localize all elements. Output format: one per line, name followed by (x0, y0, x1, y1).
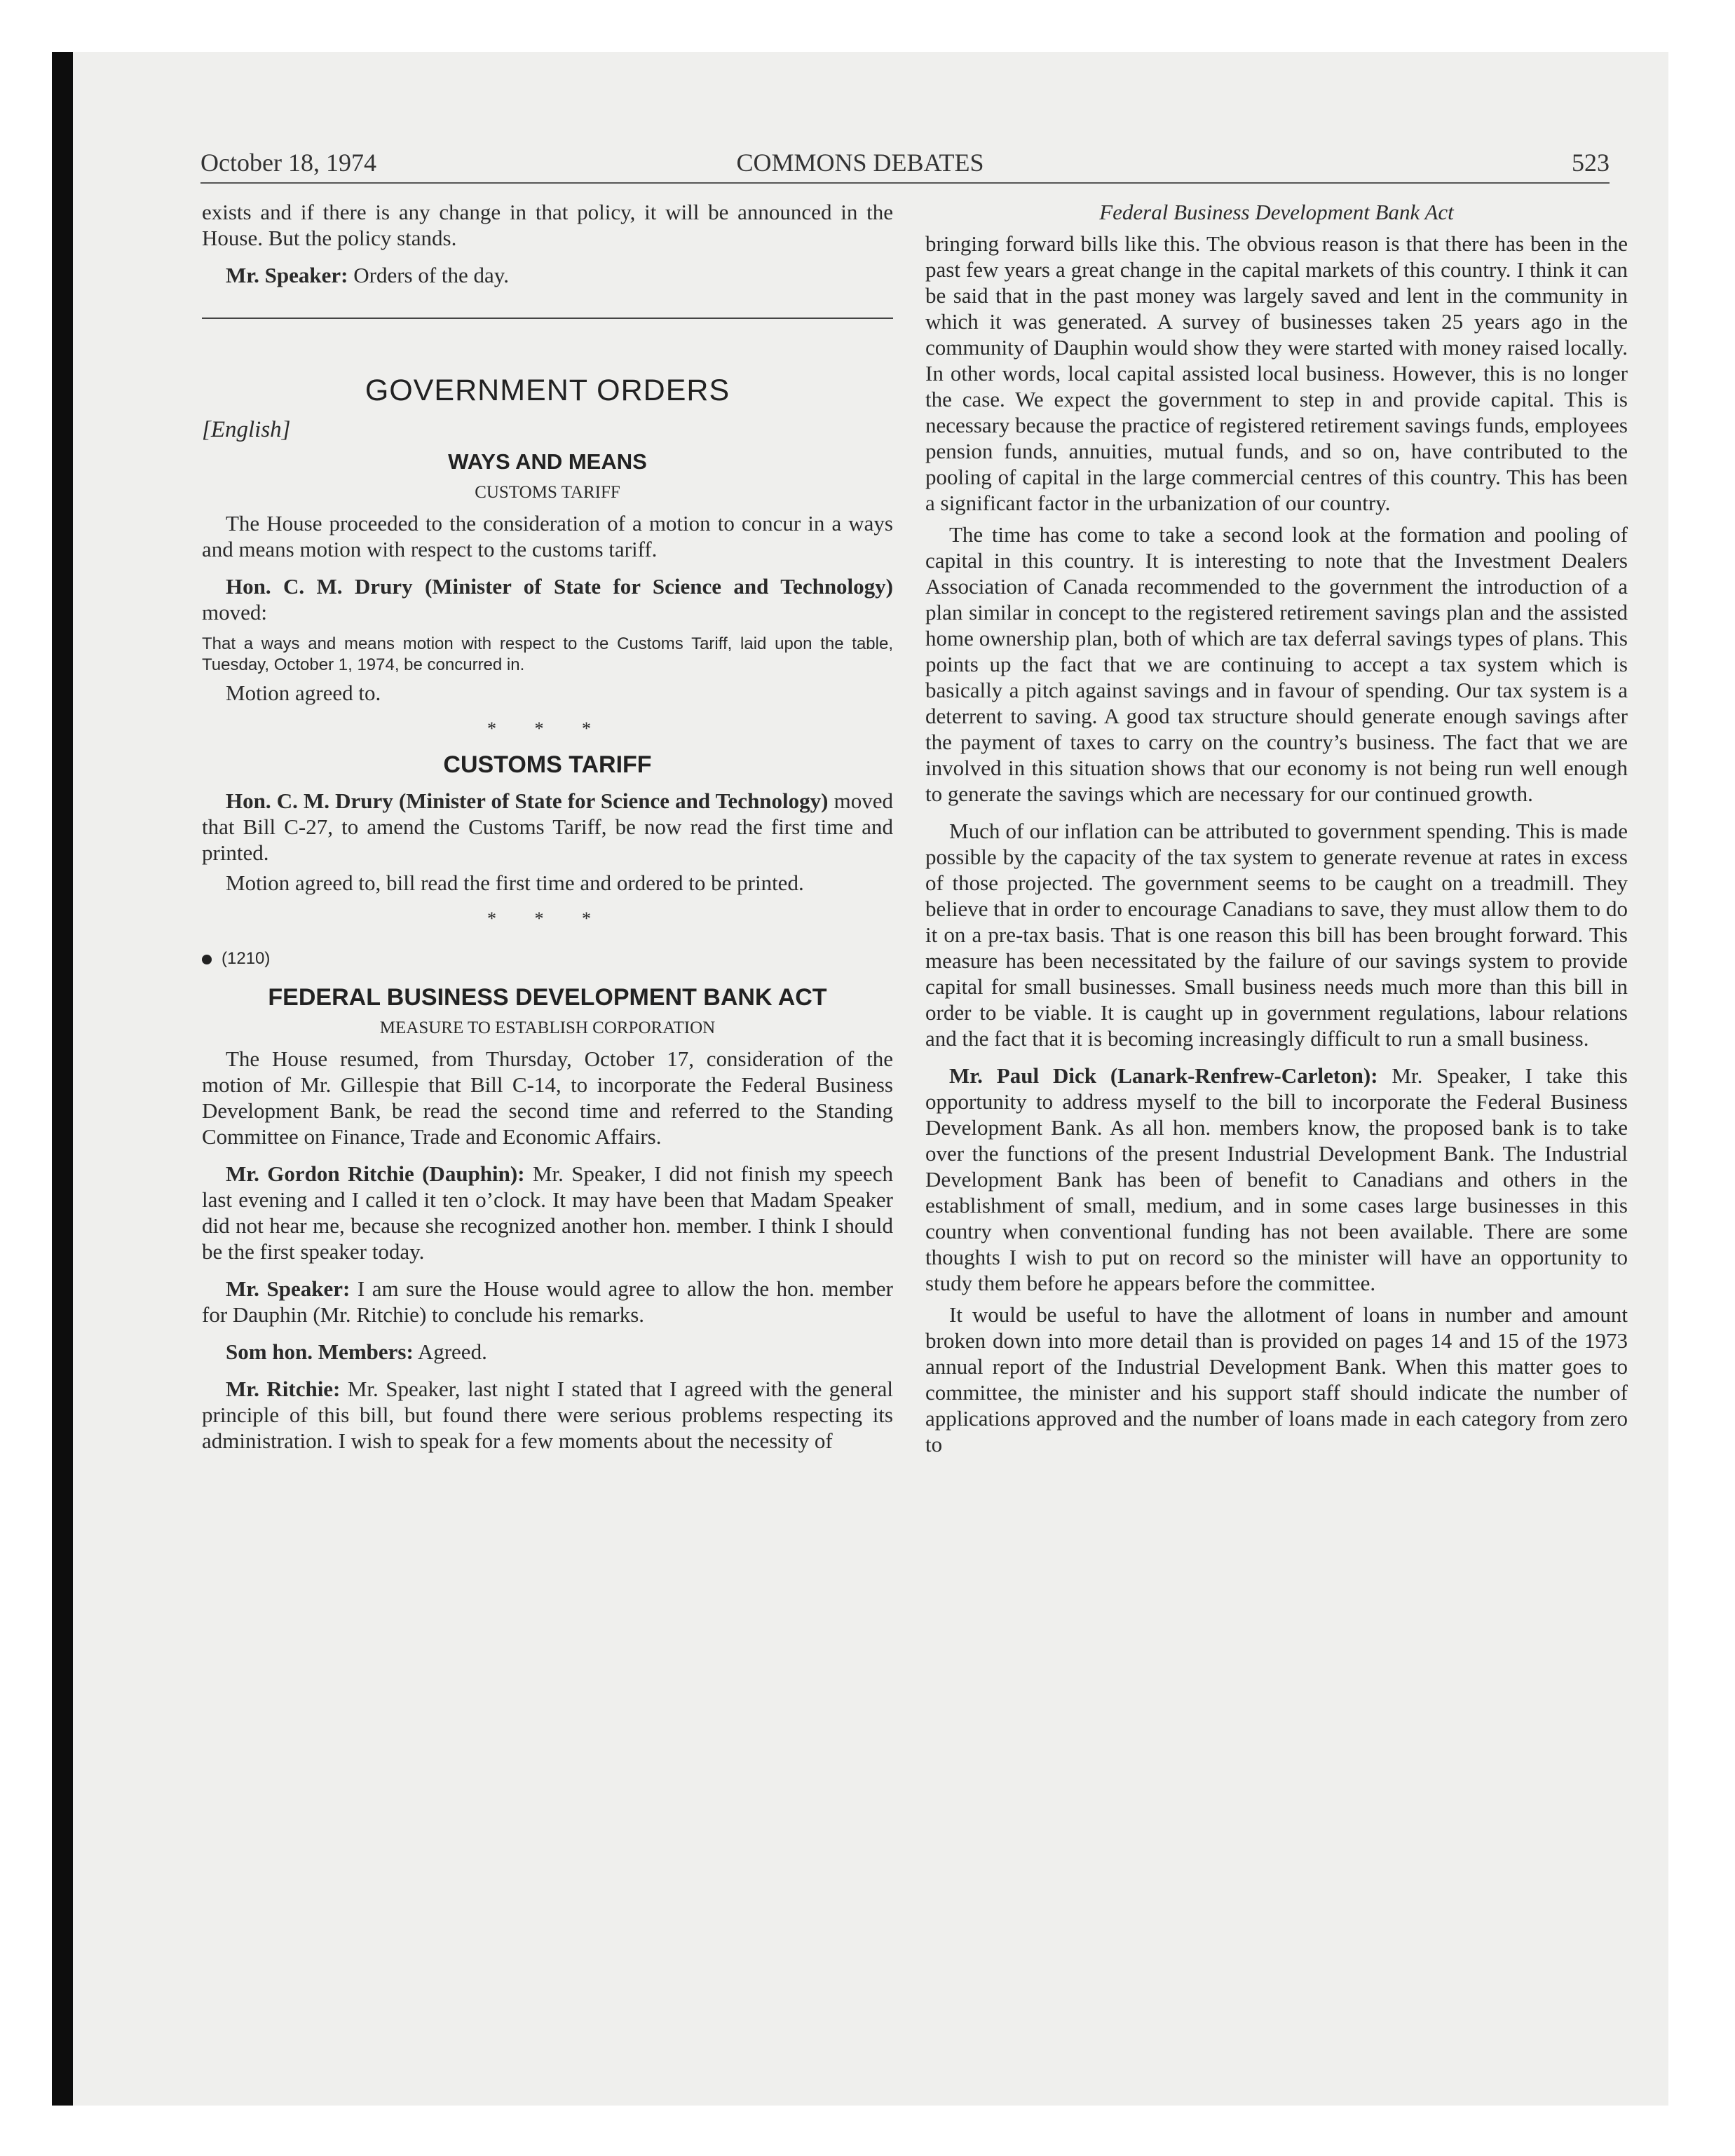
header-rule (200, 182, 1610, 184)
speaker-paragraph (202, 262, 893, 288)
subheading: CUSTOMS TARIFF (475, 483, 620, 502)
paragraph: The time has come to take a second look at the formation and pooling of capital in this country. It is interesting to note that the Investment Dealers Association of Canada recommended to the government the introduction of a plan similar in concept to the registered retirement savings plan and the assisted home ownership plan, both of which are tax deferral savings types of plans. This points up the fact that we are continuing to accept a tax system which is basically a pitch against savings and in favour of spending. Our tax system is a deterrent to saving. A good tax structure should generate enough savings after the payment of taxes to carry on the country’s business. The fact that we are involved in this situation shows that our economy is not being run well enough to generate the savings which are necessary for our continued growth. (925, 522, 1628, 806)
speaker-name: Mr. Ritchie: (226, 1377, 341, 1401)
speaker-paragraph (202, 1161, 893, 1264)
header-date: October 18, 1974 (200, 149, 376, 177)
speaker-paragraph (202, 1276, 893, 1328)
paragraph: Much of our inflation can be attributed to government spending. This is made possible by the capacity of the tax system to generate revenue at rates in excess of those projected. The government seems to be caught on a treadmill. They believe that in order to encourage Canadians to save, they must allow them to do it on a pre-tax basis. That is one reason this bill has been brought forward. This measure has been necessitated by the failure of our savings system to provide capital for small businesses. Small business needs much more than this bill in order to be viable. It is caught up in government regulations, labour relations and the fact that it is becoming increasingly difficult to run a small business. (925, 819, 1628, 1051)
scan-binding-edge (52, 52, 73, 2106)
speech-text: I am sure the House would agree to allow the hon. member for Dauphin (Mr. Ritchie) to conclude his remarks. (202, 1276, 894, 1327)
section-heading: GOVERNMENT ORDERS (365, 374, 730, 407)
speech-text: Agreed. (413, 1339, 487, 1364)
left-column (202, 199, 893, 1454)
subsection-heading: FEDERAL BUSINESS DEVELOPMENT BANK ACT (268, 984, 827, 1011)
running-head: Federal Business Development Bank Act (1099, 200, 1454, 224)
time-marker-text: (1210) (222, 949, 271, 968)
speaker-paragraph (202, 1376, 893, 1454)
motion-quote (202, 634, 893, 676)
speaker-name: Mr. Speaker: (226, 1276, 351, 1301)
section-divider (202, 318, 893, 319)
speaker-paragraph (202, 1339, 893, 1365)
header-title: COMMONS DEBATES (736, 149, 984, 177)
speaker-name: Mr. Speaker: (226, 263, 348, 287)
header-page-number: 523 (1572, 149, 1610, 177)
speech-text: moved that Bill C-27, to amend the Customs Tariff, be now read the first time and printed. (202, 789, 893, 865)
speech-text: Mr. Speaker, last night I stated that I agreed with the general principle of this bill, but found there were serious problems respecting its administration. I wish to speak for a few moments about the necessity of (202, 1377, 893, 1453)
speech-text: Mr. Speaker, I did not finish my speech last evening and I called it ten o’clock. It may have been that Madam Speaker did not hear me, because she recognized another hon. member. I think I should be the first speaker today. (202, 1161, 893, 1264)
scanned-page (52, 52, 1668, 2106)
speech-text: Orders of the day. (348, 263, 510, 287)
paragraph: Motion agreed to. (226, 681, 381, 705)
speaker-name: Mr. Gordon Ritchie (Dauphin): (226, 1161, 525, 1186)
speaker-name: Hon. C. M. Drury (Minister of State for Science and Technology) (226, 789, 829, 813)
speaker-name: Hon. C. M. Drury (Minister of State for Science and Technology) (226, 574, 893, 599)
speaker-name: Som hon. Members: (226, 1339, 414, 1364)
speaker-paragraph (925, 1063, 1628, 1296)
subheading: MEASURE TO ESTABLISH CORPORATION (379, 1018, 716, 1037)
time-marker (202, 946, 893, 971)
quote-text: That a ways and means motion with respect to the Customs Tariff, laid upon the table, Tuesday, October 1, 1974, be concurred in. (202, 634, 893, 674)
paragraph: The House proceeded to the consideration of a motion to concur in a ways and means motion with respect to the customs tariff. (202, 511, 893, 561)
bullet-icon (202, 955, 212, 964)
section-stars: * * * (487, 718, 608, 739)
right-column (925, 199, 1628, 1457)
speaker-paragraph (202, 788, 893, 866)
speech-text: Mr. Speaker, I take this opportunity to address myself to the bill to incorporate the Federal Business Development Bank. As all hon. members know, the proposed bank is to take over the functions of the present Industrial Development Bank. The Industrial Development Bank has been of benefit to Canadians and others in the establishment of small, medium, and in some cases large businesses in this country when conventional funding has not been available. There are some thoughts I wish to put on record so the minister will have an opportunity to study them before he appears before the committee. (925, 1063, 1628, 1295)
speech-text: moved: (202, 600, 267, 625)
section-stars: * * * (487, 908, 608, 929)
paragraph: It would be useful to have the allotment of loans in number and amount broken down into more detail than is provided on pages 14 and 15 of the 1973 annual report of the Industrial Development Bank. When this matter goes to committee, the minister and his support staff should indicate the number of applications approved and the number of loans made in each category from zero to (925, 1302, 1628, 1456)
language-marker: [English] (202, 417, 291, 442)
paragraph: bringing forward bills like this. The obvious reason is that there has been in the past few years a great change in the capital markets of this country. I think it can be said that in the past money was largely saved and lent in the community in which it was generated. A survey of businesses taken 25 years ago in the community of Dauphin would show they were started with money raised locally. In other words, local capital assisted local business. However, this is no longer the case. We expect the government to step in and provide capital. This is necessary because the practice of registered retirement savings funds, employees pension funds, annuities, mutual funds, and so on, have contributed to the pooling of capital in the large commercial centres of this country. This has been a significant factor in the urbanization of our country. (925, 231, 1628, 515)
subsection-heading: CUSTOMS TARIFF (443, 751, 652, 778)
speaker-paragraph (202, 573, 893, 625)
paragraph: exists and if there is any change in that policy, it will be announced in the House. But the policy stands. (202, 200, 893, 250)
speaker-name: Mr. Paul Dick (Lanark-Renfrew-Carleton): (949, 1063, 1378, 1088)
subsection-heading: WAYS AND MEANS (448, 449, 647, 474)
paragraph: The House resumed, from Thursday, October 17, consideration of the motion of Mr. Gillespie that Bill C-14, to incorporate the Federal Business Development Bank, be read the second time and referred to the Standing Committee on Finance, Trade and Economic Affairs. (202, 1046, 893, 1149)
paragraph: Motion agreed to, bill read the first time and ordered to be printed. (226, 871, 804, 895)
